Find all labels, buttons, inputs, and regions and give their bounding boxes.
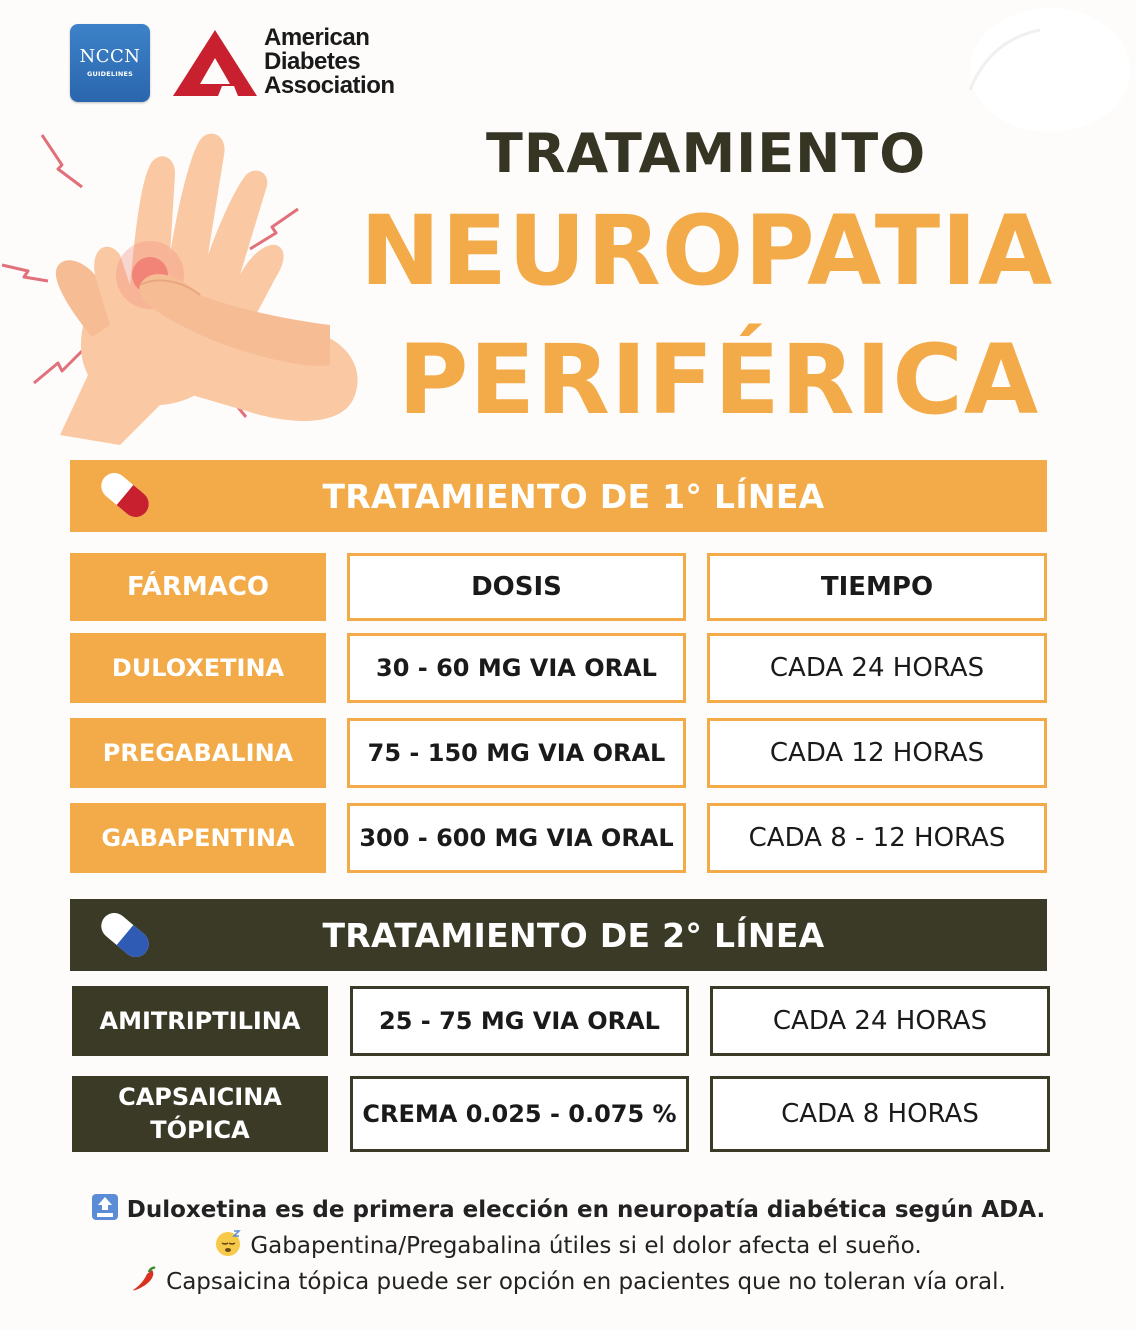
decorative-smudge-icon — [930, 0, 1136, 160]
top-arrow-icon — [91, 1193, 119, 1221]
second-line-banner-title: TRATAMIENTO DE 2° LÍNEA — [322, 915, 825, 955]
note-text: Capsaicina tópica puede ser opción en pacientes que no toleran vía oral. — [166, 1269, 1006, 1295]
drug-cell: PREGABALINA — [70, 718, 326, 788]
time-cell: CADA 24 HORAS — [710, 986, 1050, 1056]
time-cell: CADA 24 HORAS — [707, 633, 1047, 703]
dose-cell: 75 - 150 MG VIA ORAL — [347, 718, 686, 788]
dose-cell: CREMA 0.025 - 0.075 % — [350, 1076, 689, 1152]
title-line-2: NEUROPATIA — [360, 195, 1054, 307]
drug-cell: AMITRIPTILINA — [72, 986, 328, 1056]
time-cell: CADA 8 - 12 HORAS — [707, 803, 1047, 873]
painful-hand-icon — [0, 125, 370, 455]
header-tiempo: TIEMPO — [707, 553, 1047, 621]
drug-cell-line: CAPSAICINA — [118, 1083, 282, 1111]
chili-pepper-icon — [130, 1265, 158, 1293]
sleeping-face-icon — [214, 1229, 242, 1257]
header-dosis: DOSIS — [347, 553, 686, 621]
footer-notes — [0, 1192, 1136, 1300]
note-item — [0, 1228, 1136, 1264]
title-line-3: PERIFÉRICA — [398, 324, 1040, 436]
first-line-banner-title: TRATAMIENTO DE 1° LÍNEA — [322, 476, 825, 516]
ada-triangle-icon — [172, 28, 258, 98]
ada-logo-text — [264, 26, 395, 98]
note-item — [0, 1264, 1136, 1300]
nccn-logo-text: NCCN — [79, 46, 141, 67]
drug-cell: DULOXETINA — [70, 633, 326, 703]
nccn-logo-subtext: GUIDELINES — [87, 70, 133, 78]
note-item — [0, 1192, 1136, 1228]
drug-cell — [72, 1076, 328, 1152]
title-line-1: TRATAMIENTO — [486, 122, 927, 185]
drug-cell-line: TÓPICA — [150, 1116, 250, 1144]
note-text: Gabapentina/Pregabalina útiles si el dolor afecta el sueño. — [250, 1233, 922, 1259]
ada-logo-line: Diabetes — [264, 48, 361, 75]
time-cell: CADA 8 HORAS — [710, 1076, 1050, 1152]
second-line-banner — [70, 899, 1047, 971]
ada-logo-line: Association — [264, 72, 395, 99]
ada-logo-line: American — [264, 24, 370, 51]
dose-cell: 300 - 600 MG VIA ORAL — [347, 803, 686, 873]
pill-blue-icon — [96, 906, 154, 964]
dose-cell: 25 - 75 MG VIA ORAL — [350, 986, 689, 1056]
dose-cell: 30 - 60 MG VIA ORAL — [347, 633, 686, 703]
time-cell: CADA 12 HORAS — [707, 718, 1047, 788]
pill-red-icon — [96, 466, 154, 524]
nccn-logo — [70, 24, 150, 102]
header-farmaco: FÁRMACO — [70, 553, 326, 621]
first-line-banner — [70, 460, 1047, 532]
note-text: Duloxetina es de primera elección en neuropatía diabética según ADA. — [126, 1197, 1046, 1223]
drug-cell: GABAPENTINA — [70, 803, 326, 873]
